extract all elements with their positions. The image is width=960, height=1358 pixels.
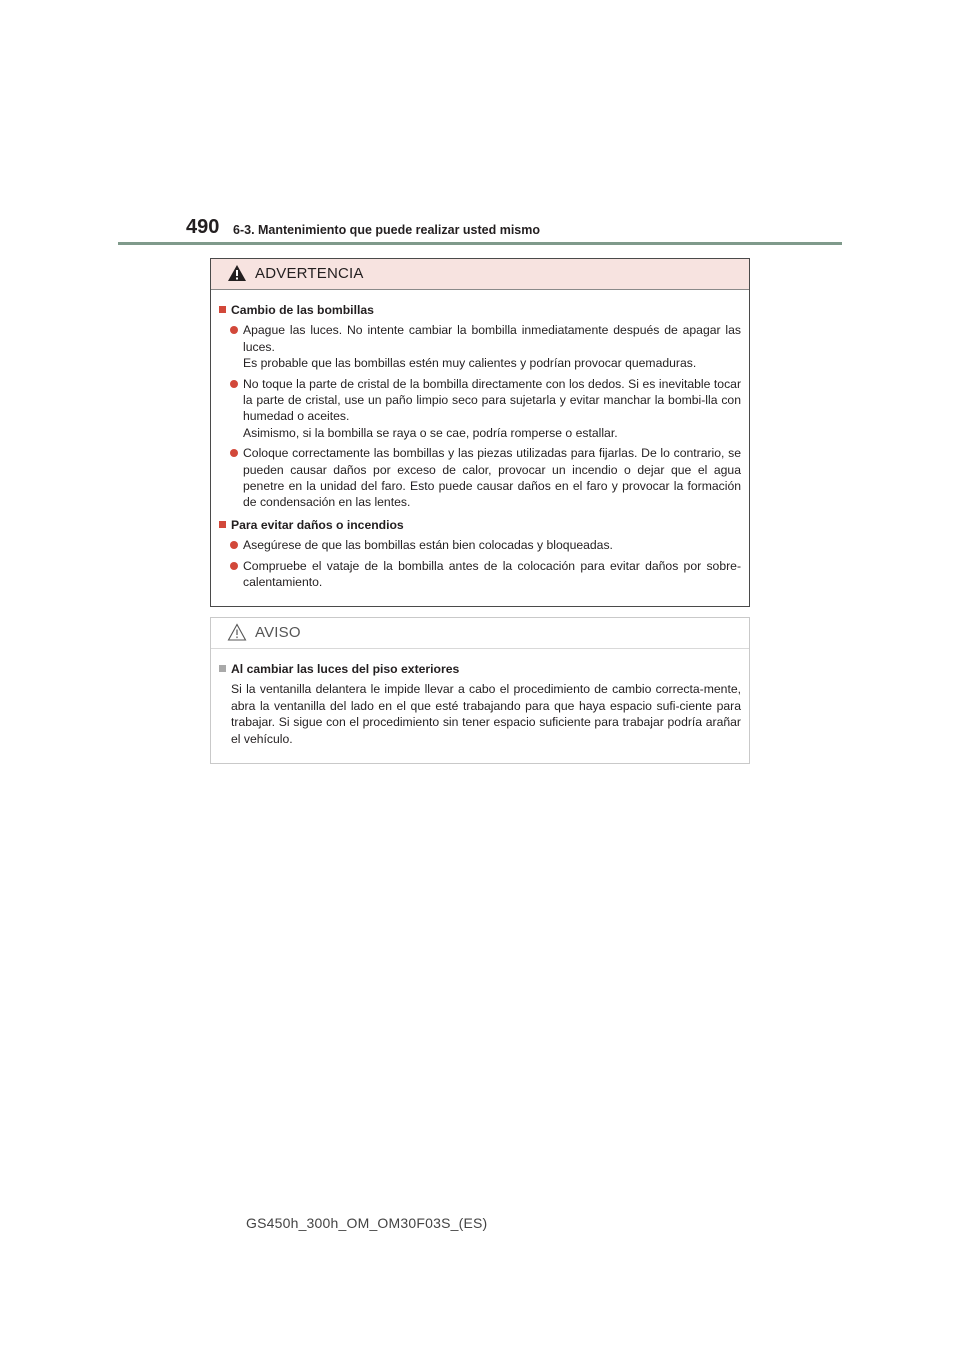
section-heading: Cambio de las bombillas (231, 303, 374, 317)
section-title: 6-3. Mantenimiento que puede realizar usted mismo (233, 223, 541, 237)
warning-title: ADVERTENCIA (255, 265, 364, 282)
dot-bullet-icon (230, 380, 238, 388)
list-item (219, 376, 741, 442)
warning-header (211, 259, 749, 290)
list-item (219, 558, 741, 591)
warning-box (210, 258, 750, 607)
dot-bullet-icon (230, 449, 238, 457)
dot-bullet-icon (230, 562, 238, 570)
notice-header (211, 618, 749, 649)
list-item (219, 445, 741, 511)
bullet-text: No toque la parte de cristal de la bombilla directamente con los dedos. Si es inevitable tocar la parte de cristal, use un paño limpio seco para sujetarla y evitar manchar la bombi-lla con humedad o aceites. (243, 376, 741, 424)
notice-box (210, 617, 750, 764)
section-heading: Al cambiar las luces del piso exteriores (231, 662, 460, 676)
dot-bullet-icon (230, 326, 238, 334)
list-item (219, 322, 741, 371)
square-bullet-icon (219, 306, 226, 313)
notice-title: AVISO (255, 624, 301, 641)
warning-triangle-icon (227, 264, 247, 282)
square-bullet-icon (219, 521, 226, 528)
list-item (219, 537, 741, 553)
bullet-text: Asimismo, si la bombilla se raya o se cae, podría romperse o estallar. (243, 425, 618, 440)
dot-bullet-icon (230, 541, 238, 549)
caution-triangle-icon (227, 623, 247, 641)
square-bullet-icon (219, 665, 226, 672)
notice-text: Si la ventanilla delantera le impide llevar a cabo el procedimiento de cambio correcta-mente, abra la ventanilla del lado en el que esté trabajando para que haya espacio sufi-ciente para trabajar. Si sigue con el procedimiento sin tener espacio suficiente para trabajar podría arañar el vehículo. (231, 682, 741, 746)
document-code: GS450h_300h_OM_OM30F03S_(ES) (246, 1215, 488, 1231)
bullet-text: Coloque correctamente las bombillas y las piezas utilizadas para fijarlas. De lo contrario, se pueden causar daños por exceso de calor, provocar un incendio o dejar que el agua penetre en la unidad del faro. Esto puede causar daños en el faro y provocar la formación de condensación en las lentes. (243, 446, 741, 510)
page-number: 490 (186, 216, 220, 238)
warning-section-bulbs (219, 302, 741, 511)
section-heading: Para evitar daños o incendios (231, 517, 404, 532)
warning-section-fire (219, 517, 741, 591)
header-rule (118, 242, 842, 245)
bullet-text: Es probable que las bombillas estén muy calientes y podrían provocar quemaduras. (243, 356, 697, 371)
notice-body (211, 649, 749, 747)
warning-body (211, 290, 749, 591)
bullet-text: Asegúrese de que las bombillas están bien colocadas y bloqueadas. (243, 538, 613, 553)
bullet-text: Compruebe el vataje de la bombilla antes de la colocación para evitar daños por sobre-calentamiento. (243, 558, 741, 590)
bullet-text: Apague las luces. No intente cambiar la bombilla inmediatamente después de apagar las luces. (243, 323, 741, 354)
